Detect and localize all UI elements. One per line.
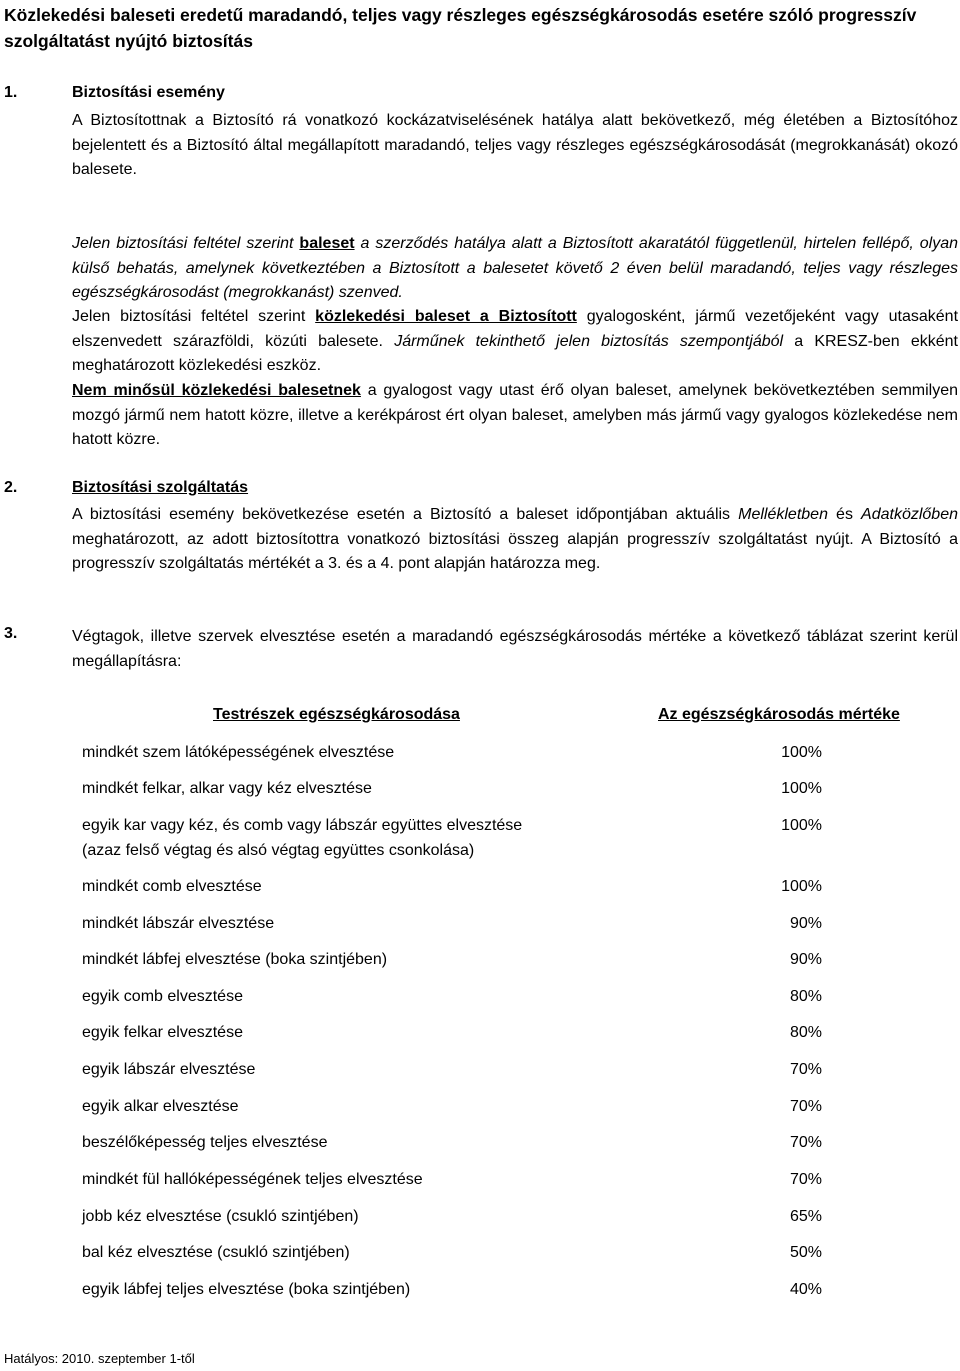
term-nem-minosul: Nem minősül közlekedési balesetnek xyxy=(72,382,361,399)
table-row-name: egyik felkar elvesztése xyxy=(82,1024,243,1041)
section-2-text xyxy=(72,503,958,577)
table-row-value: 65% xyxy=(789,1208,822,1225)
table-header-percentage: Az egészségkárosodás mértéke xyxy=(658,706,900,723)
table-row-value: 70% xyxy=(789,1061,822,1078)
p2-a: Jelen biztosítási feltétel szerint xyxy=(72,308,316,325)
table-row-value: 100% xyxy=(781,744,822,761)
table-row-name: mindkét comb elvesztése xyxy=(82,878,262,895)
table-row-value: 80% xyxy=(789,1024,822,1041)
table-row-value: 100% xyxy=(781,817,822,834)
table-row-value: 70% xyxy=(789,1171,822,1188)
table-row-name: mindkét fül hallóképességének teljes elvesztése xyxy=(82,1171,423,1188)
p2-d: a KRESZ-ben ekként meghatározott közlekedési eszköz. xyxy=(72,332,958,374)
p2-b: gyalogosként, jármű vezetőjeként vagy utasaként elszenvedett szárazföldi, közúti balesete. xyxy=(72,308,959,350)
table-row-name: egyik comb elvesztése xyxy=(82,988,243,1005)
p3-b: a gyalogost vagy utast érő olyan baleset, amelynek bekövetkeztében semmilyen mozgó jármű nem hatott közre, illetve a kerékpárost ért olyan baleset, amelyben más jármű vagy gyalogos közlekedése nem hatott közre. xyxy=(72,382,959,448)
table-row-value: 40% xyxy=(789,1281,822,1298)
effective-date-footer: Hatályos: 2010. szeptember 1-től xyxy=(4,1351,195,1366)
s2-b: Mellékletben xyxy=(738,506,828,523)
section-2-number: 2. xyxy=(4,479,18,496)
section-1-intro: A Biztosítottnak a Biztosító rá vonatkozó kockázatviselésének hatálya alatt bekövetkező, még életében a Biztosítóhoz bejelentett és a Biztosító által megállapított maradandó, teljes vagy részleges egészségkárosodását (megrokkanását) okozó balesete. xyxy=(72,112,958,178)
section-3-text: Végtagok, illetve szervek elvesztése esetén a maradandó egészségkárosodás mértéke a következő táblázat szerint kerül megállapításra: xyxy=(72,628,958,670)
section-1-exclusion xyxy=(72,379,958,453)
table-row-name: mindkét lábfej elvesztése (boka szintjében) xyxy=(82,951,388,968)
table-row-value: 100% xyxy=(781,878,822,895)
section-1-heading: Biztosítási esemény xyxy=(72,84,225,101)
p2-c: Járműnek tekinthető jelen biztosítás szempontjából xyxy=(394,332,784,350)
table-row-value: 70% xyxy=(789,1134,822,1151)
table-row-name: mindkét lábszár elvesztése xyxy=(82,915,275,932)
section-1-number: 1. xyxy=(4,84,18,101)
table-row-value: 90% xyxy=(789,915,822,932)
section-1-accident-definition xyxy=(72,232,958,306)
table-row-value: 50% xyxy=(789,1244,822,1261)
table-row-value: 70% xyxy=(789,1098,822,1115)
table-row-name: egyik kar vagy kéz, és comb vagy lábszár együttes elvesztése xyxy=(82,817,523,834)
section-1-traffic-accident-definition xyxy=(72,305,958,379)
table-row-name: egyik lábszár elvesztése xyxy=(82,1061,256,1078)
table-header-body-parts: Testrészek egészségkárosodása xyxy=(213,706,460,723)
document-title: Közlekedési baleseti eredetű maradandó, teljes vagy részleges egészségkárosodás esetére szóló progresszív szolgáltatást nyújtó biztosítás xyxy=(4,5,917,51)
table-row-value: 80% xyxy=(789,988,822,1005)
table-row-name: egyik alkar elvesztése xyxy=(82,1098,239,1115)
table-row-name: mindkét felkar, alkar vagy kéz elvesztése xyxy=(82,780,372,797)
table-row-name: mindkét szem látóképességének elvesztése xyxy=(82,744,395,761)
s2-d: Adatközlőben xyxy=(861,506,958,523)
table-row-name-continued: (azaz felső végtag és alsó végtag együttes csonkolása) xyxy=(82,842,475,859)
table-row-name: beszélőképesség teljes elvesztése xyxy=(82,1134,328,1151)
term-baleset: baleset xyxy=(299,235,355,252)
p1-a: Jelen biztosítási feltétel szerint xyxy=(72,235,300,252)
table-row-name: bal kéz elvesztése (csukló szintjében) xyxy=(82,1244,350,1261)
table-row-name: egyik lábfej teljes elvesztése (boka szintjében) xyxy=(82,1281,411,1298)
section-2-heading: Biztosítási szolgáltatás xyxy=(72,479,249,496)
table-row-value: 90% xyxy=(789,951,822,968)
p1-b: a szerződés hatálya alatt a Biztosított akaratától függetlenül, hirtelen fellépő, olyan külső behatás, amelynek következtében a Biztosított a balesetet követő 2 éven belül maradandó, teljes vagy részleges egészségkárosodást (megrokkanást) szenved. xyxy=(72,235,959,301)
table-row-value: 100% xyxy=(781,780,822,797)
s2-c: és xyxy=(827,506,862,523)
term-kozlekedesi-baleset: közlekedési baleset a Biztosított xyxy=(315,308,577,325)
table-row-name: jobb kéz elvesztése (csukló szintjében) xyxy=(82,1208,359,1225)
s2-e: meghatározott, az adott biztosítottra vonatkozó biztosítási összeg alapján progresszív szolgáltatást nyújt. A Biztosító a progresszív szolgáltatás mértékét a 3. és a 4. pont alapján határozza meg. xyxy=(72,530,958,572)
section-3-number: 3. xyxy=(4,625,18,642)
s2-a: A biztosítási esemény bekövetkezése esetén a Biztosító a baleset időpontjában aktuális xyxy=(72,506,739,523)
